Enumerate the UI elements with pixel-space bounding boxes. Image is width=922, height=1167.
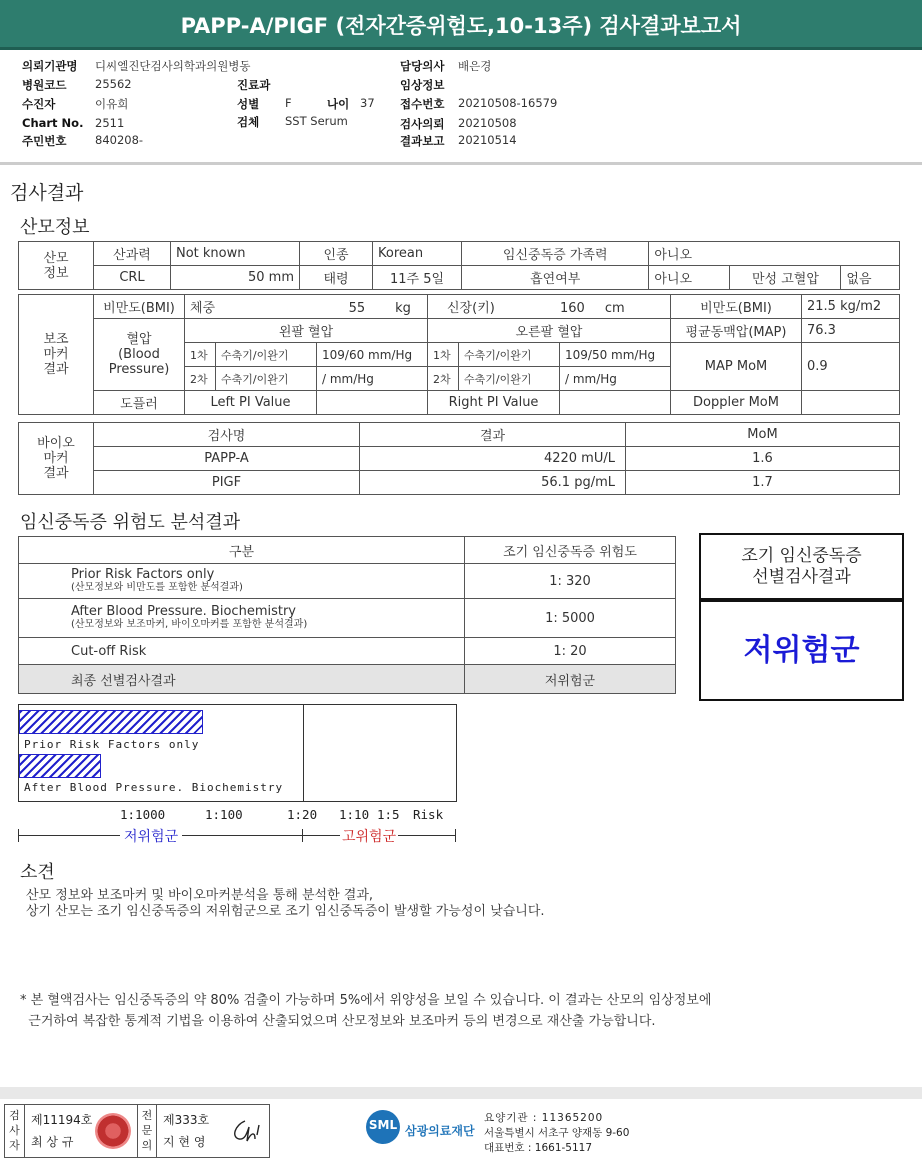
specimen-value: SST Serum [285, 114, 348, 128]
ga-label: 태령 [300, 266, 373, 290]
tick-label: 1:1000 [120, 807, 166, 822]
maternal-side-label: 산모 정보 [19, 242, 94, 290]
aux-table [18, 294, 900, 415]
legend-tick [302, 829, 303, 842]
table-row [19, 638, 676, 665]
risk-table [18, 536, 676, 694]
risk-row-sub: (산모정보와 비만도를 포함한 분석결과) [71, 582, 243, 593]
bmi-label: 비만도(BMI) [94, 295, 185, 319]
lpi-value [317, 391, 428, 415]
org-logo-text: SML [368, 1118, 398, 1132]
id-label: 주민번호 [22, 134, 67, 148]
final-row [19, 665, 676, 694]
rpi-value [560, 391, 671, 415]
report-date-label: 결과보고 [400, 134, 445, 148]
risk-row-main: Cut-off Risk [19, 638, 465, 665]
risk-row-value: 1: 5000 [465, 599, 676, 638]
dmom-value [802, 391, 900, 415]
hospital-label: 의뢰기관명 [22, 59, 78, 73]
map-value: 76.3 [802, 319, 900, 343]
bp-label: 혈압 (Blood Pressure) [94, 319, 185, 391]
bio-header-result: 결과 [360, 423, 626, 447]
table-row [19, 599, 676, 638]
right-first-value: 109/50 mm/Hg [560, 343, 671, 367]
org-name: 삼광의료재단 [405, 1124, 475, 1138]
bmi2-label: 비만도(BMI) [671, 295, 802, 319]
height-cell [428, 295, 671, 319]
opinion-line: 상기 산모는 조기 임신중독증의 저위험군으로 조기 임신중독증이 발생할 가능성이 낮습니다. [26, 904, 545, 919]
risk-chart [18, 704, 457, 802]
height-unit: cm [604, 301, 625, 316]
family-label: 임신중독증 가족력 [462, 242, 649, 266]
dmom-label: Doppler MoM [671, 391, 802, 415]
age-value: 37 [360, 96, 375, 110]
right-second-label: 2차 [428, 367, 459, 391]
hospital-value: 디씨엘진단검사의학과의원병동 [95, 59, 251, 73]
htn-value: 없음 [841, 266, 900, 290]
chart-bar-after [19, 754, 101, 778]
tester-number: 제11194호 [31, 1113, 93, 1127]
right-second-sd: 수축기/이완기 [459, 367, 560, 391]
bio-name: PIGF [94, 471, 360, 495]
tester-label: 검 사 자 [5, 1105, 25, 1157]
chart-value: 2511 [95, 116, 125, 130]
left-second-value: / mm/Hg [317, 367, 428, 391]
risk-row-main: Prior Risk Factors only [71, 567, 215, 582]
chart-label: Chart No. [22, 116, 84, 130]
left-first-sd: 수축기/이완기 [216, 343, 317, 367]
family-value: 아니오 [649, 242, 900, 266]
weight-cell [185, 295, 428, 319]
final-label: 최종 선별검사결과 [19, 665, 465, 694]
bio-result: 4220 mU/L [360, 447, 626, 471]
weight-value: 55 [348, 301, 366, 316]
right-first-label: 1차 [428, 343, 459, 367]
parity-label: 산과력 [94, 242, 171, 266]
tick-label: 1:20 [287, 807, 318, 822]
sex-value: F [285, 96, 292, 110]
org-line: 서울특별시 서초구 양재동 9-60 [484, 1127, 630, 1139]
smoke-label: 흡연여부 [462, 266, 649, 290]
ga-value: 11주 5일 [373, 266, 462, 290]
report-title: PAPP-A/PIGF (전자간증위험도,10-13주) 검사결과보고서 [0, 0, 922, 50]
chart-bar-label: Prior Risk Factors only [24, 738, 200, 751]
doppler-label: 도플러 [94, 391, 185, 415]
age-label: 나이 [327, 97, 350, 111]
cutoff-line [303, 705, 304, 801]
high-risk-label: 고위험군 [340, 826, 398, 846]
bio-mom: 1.7 [626, 471, 900, 495]
left-first-label: 1차 [185, 343, 216, 367]
report-date-value: 20210514 [458, 133, 517, 147]
org-line: 요양기관 : 11365200 [484, 1112, 604, 1124]
risk-row-main: After Blood Pressure. Biochemistry [71, 604, 296, 619]
doctor-value: 배은경 [458, 59, 492, 73]
smoke-value: 아니오 [649, 266, 730, 290]
tick-label: Risk [413, 807, 444, 822]
signature-icon [225, 1115, 263, 1147]
crl-label: CRL [94, 266, 171, 290]
maternal-table [18, 241, 900, 290]
tester-name: 최 상 규 [31, 1135, 74, 1149]
chart-bar-prior [19, 710, 203, 734]
final-value: 저위험군 [465, 665, 676, 694]
bio-mom: 1.6 [626, 447, 900, 471]
bmi-value: 21.5 kg/m2 [802, 295, 900, 319]
risk-heading: 임신중독증 위험도 분석결과 [20, 512, 241, 533]
sex-label: 성별 [237, 97, 260, 111]
tick-label: 1:5 [377, 807, 400, 822]
specimen-label: 검체 [237, 115, 260, 129]
parity-value: Not known [171, 242, 300, 266]
risk-header-risk: 조기 임신중독증 위험도 [465, 537, 676, 564]
result-box-value: 저위험군 [699, 600, 904, 701]
low-risk-label: 저위험군 [120, 826, 182, 846]
htn-label: 만성 고혈압 [730, 266, 841, 290]
height-label: 신장(키) [447, 301, 495, 316]
aux-side-label: 보조 마커 결과 [19, 295, 94, 415]
risk-row-value: 1: 320 [465, 564, 676, 599]
result-box-title: 조기 임신중독증 선별검사결과 [699, 533, 904, 600]
footer-divider [0, 1087, 922, 1099]
footnote-line: 근거하여 복잡한 통계적 기법을 이용하여 산출되었으며 산모정보와 보조마커 등의 변경으로 재산출 가능합니다. [20, 1014, 656, 1029]
code-value: 25562 [95, 77, 132, 91]
footnote-line: * 본 혈액검사는 임신중독증의 약 80% 검출이 가능하며 5%에서 위양성을 보일 수 있습니다. 이 결과는 산모의 임상정보에 [20, 993, 712, 1008]
mapmom-label: MAP MoM [671, 343, 802, 391]
receipt-value: 20210508-16579 [458, 96, 558, 110]
org-line: 대표번호 : 1661-5117 [484, 1142, 593, 1154]
bio-side-label: 바이오 마커 결과 [19, 423, 94, 495]
bio-table [18, 422, 900, 495]
risk-row-value: 1: 20 [465, 638, 676, 665]
risk-header-cat: 구분 [19, 537, 465, 564]
mapmom-value: 0.9 [802, 343, 900, 391]
divider [0, 162, 922, 165]
left-first-value: 109/60 mm/Hg [317, 343, 428, 367]
signature-box [4, 1104, 270, 1158]
clinical-label: 임상정보 [400, 78, 445, 92]
legend-tick [455, 829, 456, 842]
test-date-label: 검사의뢰 [400, 117, 445, 131]
tick-label: 1:100 [205, 807, 243, 822]
left-second-label: 2차 [185, 367, 216, 391]
doctor-number: 제333호 [163, 1113, 210, 1127]
code-label: 병원코드 [22, 78, 67, 92]
table-row [19, 564, 676, 599]
tick-label: 1:10 [339, 807, 370, 822]
recipient-label: 수진자 [22, 97, 56, 111]
right-first-sd: 수축기/이완기 [459, 343, 560, 367]
right-second-value: / mm/Hg [560, 367, 671, 391]
chart-ticks [0, 807, 460, 827]
patient-info [0, 55, 922, 155]
seal-stamp-icon [95, 1113, 131, 1149]
rpi-label: Right PI Value [428, 391, 560, 415]
doctor-label: 담당의사 [400, 59, 445, 73]
opinion-line: 산모 정보와 보조마커 및 바이오마커분석을 통해 분석한 결과, [26, 888, 374, 903]
id-value: 840208- [95, 133, 144, 147]
maternal-heading: 산모정보 [20, 217, 90, 238]
bio-header-name: 검사명 [94, 423, 360, 447]
lpi-label: Left PI Value [185, 391, 317, 415]
results-heading: 검사결과 [10, 182, 84, 204]
bio-header-mom: MoM [626, 423, 900, 447]
test-date-value: 20210508 [458, 116, 517, 130]
left-bp-label: 왼팔 혈압 [185, 319, 428, 343]
left-second-sd: 수축기/이완기 [216, 367, 317, 391]
bio-result: 56.1 pg/mL [360, 471, 626, 495]
dept-label: 진료과 [237, 78, 271, 92]
right-bp-label: 오른팔 혈압 [428, 319, 671, 343]
race-label: 인종 [300, 242, 373, 266]
risk-row-sub: (산모정보와 보조마커, 바이오마커를 포함한 분석결과) [71, 619, 308, 630]
opinion-heading: 소견 [20, 862, 55, 883]
map-label: 평균동맥압(MAP) [671, 319, 802, 343]
chart-bar-label: After Blood Pressure. Biochemistry [24, 781, 284, 794]
table-row [19, 447, 900, 471]
recipient-value: 이유희 [95, 97, 129, 111]
crl-value: 50 mm [171, 266, 300, 290]
legend-tick [18, 829, 19, 842]
doctor-name: 지 현 영 [163, 1135, 206, 1149]
receipt-label: 접수번호 [400, 97, 445, 111]
weight-unit: kg [395, 301, 411, 316]
height-value: 160 [560, 301, 585, 316]
bio-name: PAPP-A [94, 447, 360, 471]
race-value: Korean [373, 242, 462, 266]
doctor-sign-label: 전 문 의 [137, 1105, 157, 1157]
weight-label: 체중 [190, 301, 216, 316]
table-row [19, 471, 900, 495]
